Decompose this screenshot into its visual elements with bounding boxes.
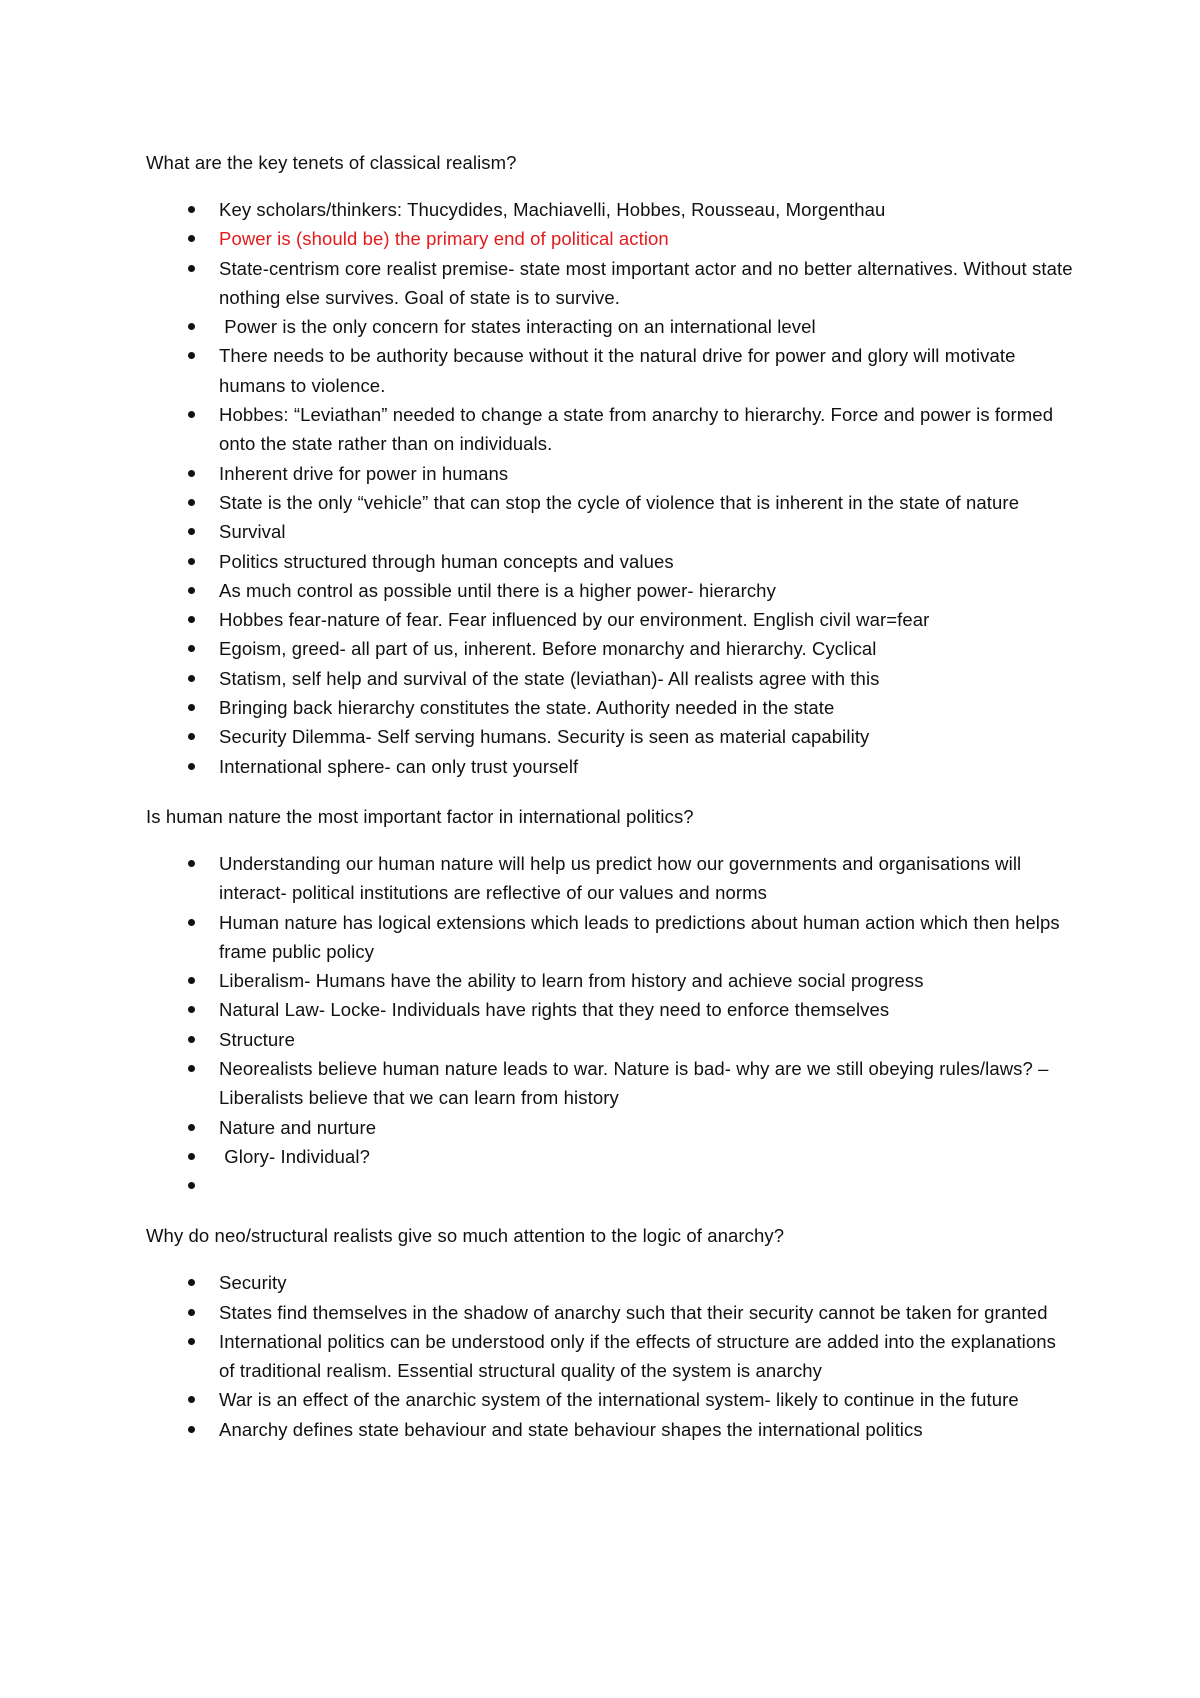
bullet-icon bbox=[188, 1036, 195, 1043]
list-item bbox=[146, 341, 1076, 400]
bullet-icon bbox=[188, 470, 195, 477]
list-item bbox=[146, 1171, 1076, 1200]
bullet-icon bbox=[188, 1153, 195, 1160]
list-item-text: Hobbes: “Leviathan” needed to change a state from anarchy to hierarchy. Force and power is formed onto the state rather than on individuals. bbox=[219, 404, 1059, 455]
section-logic-of-anarchy bbox=[146, 1221, 1076, 1444]
bullet-icon bbox=[188, 206, 195, 213]
bullet-icon bbox=[188, 323, 195, 330]
bullet-icon bbox=[188, 919, 195, 926]
list-item bbox=[146, 1142, 1076, 1171]
bullet-icon bbox=[188, 616, 195, 623]
list-item-text: Hobbes fear-nature of fear. Fear influenced by our environment. English civil war=fear bbox=[219, 609, 930, 631]
list-item bbox=[146, 1298, 1076, 1327]
list-item-text: International sphere- can only trust yourself bbox=[219, 755, 579, 777]
bullet-icon bbox=[188, 1338, 195, 1345]
section-human-nature bbox=[146, 802, 1076, 1200]
list-item bbox=[146, 995, 1076, 1024]
list-item-text: Bringing back hierarchy constitutes the state. Authority needed in the state bbox=[219, 697, 835, 719]
list-item bbox=[146, 517, 1076, 546]
bullet-icon bbox=[188, 558, 195, 565]
bullet-list bbox=[146, 1268, 1076, 1444]
bullet-icon bbox=[188, 763, 195, 770]
list-item bbox=[146, 1113, 1076, 1142]
bullet-icon bbox=[188, 1006, 195, 1013]
document-body bbox=[146, 148, 1076, 1444]
list-item-text: Survival bbox=[219, 521, 286, 543]
bullet-icon bbox=[188, 675, 195, 682]
list-item bbox=[146, 849, 1076, 908]
bullet-icon bbox=[188, 704, 195, 711]
list-item-text: Key scholars/thinkers: Thucydides, Machiavelli, Hobbes, Rousseau, Morgenthau bbox=[219, 199, 886, 220]
bullet-icon bbox=[188, 499, 195, 506]
list-item-text: Glory- Individual? bbox=[219, 1145, 371, 1167]
list-item-text: Neorealists believe human nature leads to war. Nature is bad- why are we still obeying rules/laws? – Liberalists believe that we can learn from history bbox=[219, 1058, 1054, 1109]
list-item bbox=[146, 722, 1076, 751]
list-item bbox=[146, 693, 1076, 722]
list-item-text: Liberalism- Humans have the ability to learn from history and achieve social progress bbox=[219, 970, 924, 992]
list-item-text: As much control as possible until there is a higher power- hierarchy bbox=[219, 579, 776, 601]
bullet-icon bbox=[188, 1182, 195, 1189]
bullet-icon bbox=[188, 265, 195, 272]
list-item bbox=[146, 1268, 1076, 1297]
list-item bbox=[146, 1415, 1076, 1444]
section-spacer bbox=[146, 1200, 1076, 1221]
bullet-icon bbox=[188, 733, 195, 740]
list-item-text: War is an effect of the anarchic system of the international system- likely to continue in the future bbox=[219, 1389, 1019, 1411]
list-item-text: State-centrism core realist premise- state most important actor and no better alternatives. Without state nothing else survives. Goal of state is to survive. bbox=[219, 257, 1078, 308]
bullet-list bbox=[146, 849, 1076, 1200]
question-heading: Why do neo/structural realists give so much attention to the logic of anarchy? bbox=[146, 1225, 785, 1247]
bullet-icon bbox=[188, 1309, 195, 1316]
list-item bbox=[146, 1385, 1076, 1414]
list-item-text: Egoism, greed- all part of us, inherent. Before monarchy and hierarchy. Cyclical bbox=[219, 638, 877, 660]
list-item bbox=[146, 224, 1076, 253]
bullet-icon bbox=[188, 1426, 195, 1433]
bullet-icon bbox=[188, 860, 195, 867]
bullet-icon bbox=[188, 587, 195, 594]
bullet-icon bbox=[188, 1279, 195, 1286]
bullet-icon bbox=[188, 977, 195, 984]
list-item bbox=[146, 1327, 1076, 1386]
list-item bbox=[146, 459, 1076, 488]
bullet-icon bbox=[188, 645, 195, 652]
section-spacer bbox=[146, 781, 1076, 802]
bullet-icon bbox=[188, 411, 195, 418]
list-item-text: Politics structured through human concepts and values bbox=[219, 550, 674, 572]
list-item-text: International politics can be understood only if the effects of structure are added into the explanations of traditional realism. Essential structural quality of the system is anarchy bbox=[219, 1330, 1062, 1382]
bullet-icon bbox=[188, 235, 195, 242]
list-item bbox=[146, 908, 1076, 967]
question-heading: What are the key tenets of classical realism? bbox=[146, 152, 517, 173]
list-item-text: Security Dilemma- Self serving humans. Security is seen as material capability bbox=[219, 726, 870, 748]
list-item-text: Anarchy defines state behaviour and state behaviour shapes the international politics bbox=[219, 1418, 923, 1440]
list-item bbox=[146, 1025, 1076, 1054]
list-item bbox=[146, 576, 1076, 605]
bullet-icon bbox=[188, 352, 195, 359]
list-item-text: Human nature has logical extensions which leads to predictions about human action which then helps frame public policy bbox=[219, 911, 1065, 962]
list-item-text: Power is (should be) the primary end of political action bbox=[219, 228, 669, 250]
list-item bbox=[146, 547, 1076, 576]
bullet-icon bbox=[188, 1396, 195, 1403]
list-item-text: States find themselves in the shadow of anarchy such that their security cannot be taken for granted bbox=[219, 1301, 1048, 1323]
bullet-list bbox=[146, 195, 1076, 781]
list-item bbox=[146, 400, 1076, 459]
list-item-text: Statism, self help and survival of the state (leviathan)- All realists agree with this bbox=[219, 667, 880, 689]
list-item-text: Power is the only concern for states interacting on an international level bbox=[219, 316, 816, 338]
list-item bbox=[146, 664, 1076, 693]
list-item bbox=[146, 312, 1076, 341]
list-item bbox=[146, 752, 1076, 781]
list-item-text: Structure bbox=[219, 1028, 295, 1050]
question-heading: Is human nature the most important factor in international politics? bbox=[146, 805, 694, 827]
list-item bbox=[146, 605, 1076, 634]
list-item bbox=[146, 966, 1076, 995]
list-item bbox=[146, 1054, 1076, 1113]
list-item-text: Nature and nurture bbox=[219, 1116, 377, 1138]
list-item-text: Security bbox=[219, 1272, 287, 1294]
list-item bbox=[146, 195, 1076, 224]
list-item bbox=[146, 634, 1076, 663]
list-item-text: Inherent drive for power in humans bbox=[219, 462, 509, 484]
list-item-text: Understanding our human nature will help us predict how our governments and organisations will interact- political institutions are reflective of our values and norms bbox=[219, 852, 1027, 904]
list-item bbox=[146, 254, 1076, 313]
list-item-text: There needs to be authority because without it the natural drive for power and glory will motivate humans to violence. bbox=[219, 345, 1021, 396]
bullet-icon bbox=[188, 528, 195, 535]
bullet-icon bbox=[188, 1124, 195, 1131]
section-classical-realism bbox=[146, 148, 1076, 781]
list-item bbox=[146, 488, 1076, 517]
list-item-text: Natural Law- Locke- Individuals have rights that they need to enforce themselves bbox=[219, 999, 890, 1021]
list-item-text: State is the only “vehicle” that can stop the cycle of violence that is inherent in the state of nature bbox=[219, 491, 1020, 513]
bullet-icon bbox=[188, 1065, 195, 1072]
